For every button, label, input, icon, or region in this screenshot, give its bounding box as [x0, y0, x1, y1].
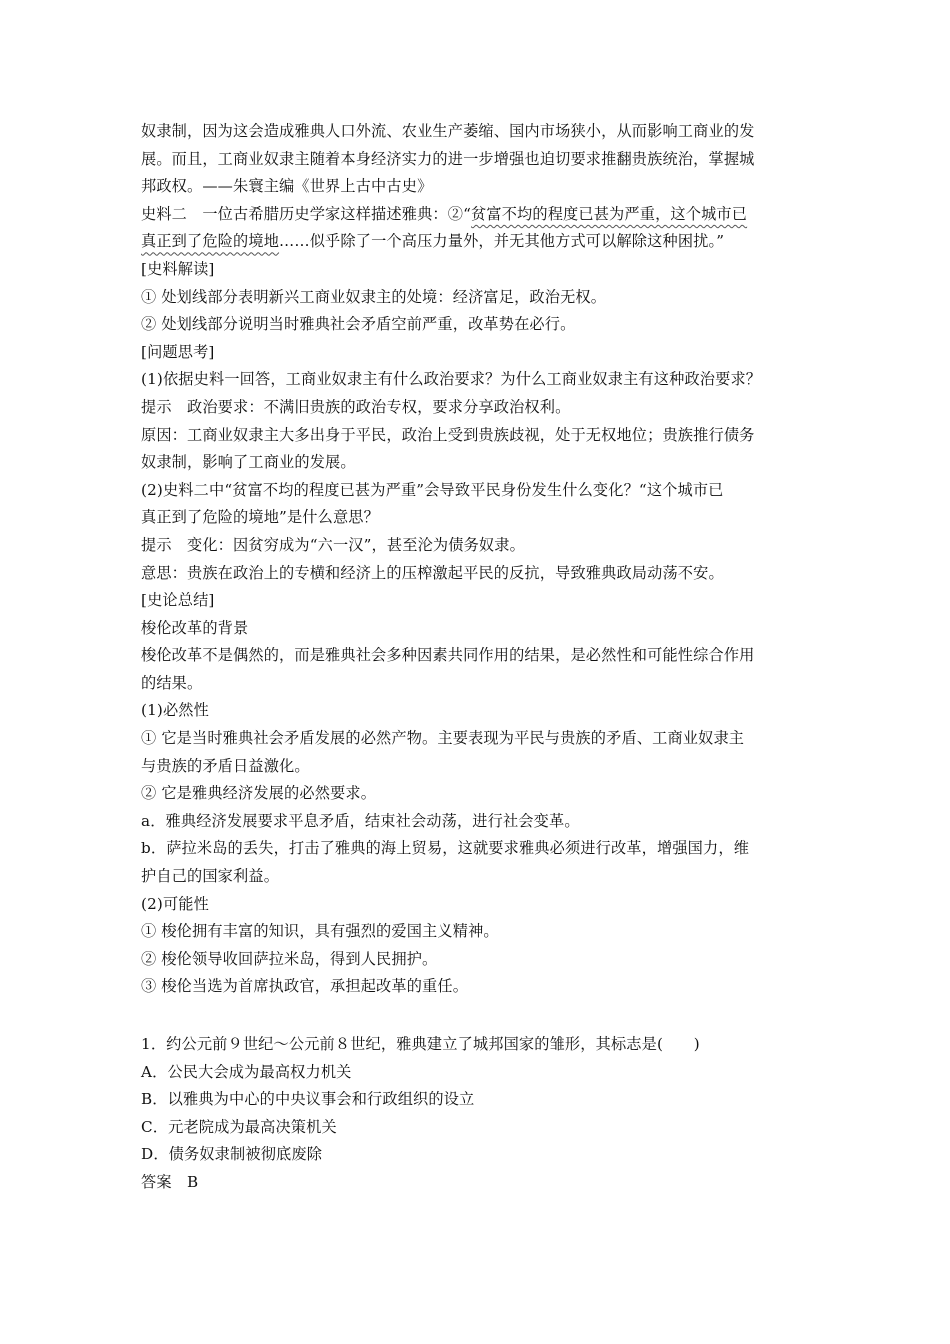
- option-c: C．元老院成为最高决策机关: [141, 1117, 337, 1136]
- text-line: 梭伦改革不是偶然的，而是雅典社会多种因素共同作用的结果，是必然性和可能性综合作用: [141, 646, 755, 665]
- text-line: 奴隶制，影响了工商业的发展。: [141, 453, 356, 472]
- text-line: ② 它是雅典经济发展的必然要求。: [141, 784, 377, 803]
- paragraph-gap: [141, 1001, 813, 1031]
- text-line: 提示 变化：因贫穷成为“六一汉”，甚至沦为债务奴隶。: [141, 535, 525, 554]
- text-line: 与贵族的矛盾日益激化。: [141, 756, 310, 775]
- text-line: (2)可能性: [141, 894, 209, 913]
- source-two-line: [141, 201, 813, 229]
- text-line: b．萨拉米岛的丢失，打击了雅典的海上贸易，这就要求雅典必须进行改革，增强国力，维: [141, 839, 750, 858]
- text-line: 邦政权。——朱寰主编《世界上古中古史》: [141, 177, 433, 196]
- option-a: A．公民大会成为最高权力机关: [141, 1062, 352, 1081]
- text-line: 梭伦改革的背景: [141, 618, 249, 637]
- text-line: ① 处划线部分表明新兴工商业奴隶主的处境：经济富足，政治无权。: [141, 287, 607, 306]
- text-line: (2)史料二中“贫富不均的程度已甚为严重”会导致平民身份发生什么变化？“这个城市已: [141, 480, 724, 499]
- option-b: B．以雅典为中心的中央议事会和行政组织的设立: [141, 1090, 475, 1109]
- wavy-underlined-text: 真正到了危险的境地: [141, 232, 280, 251]
- text-line: ① 梭伦拥有丰富的知识，具有强烈的爱国主义精神。: [141, 922, 499, 941]
- source-two-line: [141, 228, 813, 256]
- source-two-suffix: ……似乎除了一个高压力量外，并无其他方式可以解除这种困扰。”: [279, 232, 725, 251]
- text-line: 提示 政治要求：不满旧贵族的政治专权，要求分享政治权利。: [141, 397, 571, 416]
- source-two-prefix: 史料二 一位古希腊历史学家这样描述雅典：②“: [141, 204, 472, 223]
- text-line: a．雅典经济发展要求平息矛盾，结束社会动荡，进行社会变革。: [141, 811, 580, 830]
- text-line: 展。而且，工商业奴隶主随着本身经济实力的进一步增强也迫切要求推翻贵族统治，掌握城: [141, 149, 755, 168]
- text-line: ② 梭伦领导收回萨拉米岛，得到人民拥护。: [141, 949, 438, 968]
- question-stem: 1．约公元前９世纪～公元前８世纪，雅典建立了城邦国家的雏形，其标志是( ): [141, 1035, 700, 1053]
- text-line: ② 处划线部分说明当时雅典社会矛盾空前严重，改革势在必行。: [141, 315, 576, 334]
- text-line: ③ 梭伦当选为首席执政官，承担起改革的重任。: [141, 977, 469, 996]
- text-line: 真正到了危险的境地”是什么意思？: [141, 508, 379, 527]
- text-line: 的结果。: [141, 673, 203, 692]
- section-heading: [史料解读]: [141, 259, 215, 278]
- option-d: D．债务奴隶制被彻底废除: [141, 1145, 323, 1164]
- text-line: 奴隶制，因为这会造成雅典人口外流、农业生产萎缩、国内市场狭小，从而影响工商业的发: [141, 122, 755, 140]
- text-line: 意思：贵族在政治上的专横和经济上的压榨激起平民的反抗，导致雅典政局动荡不安。: [141, 563, 724, 582]
- text-line: (1)依据史料一回答，工商业奴隶主有什么政治要求？为什么工商业奴隶主有这种政治要求？: [141, 370, 762, 389]
- text-line: ① 它是当时雅典社会矛盾发展的必然产物。主要表现为平民与贵族的矛盾、工商业奴隶主: [141, 729, 745, 748]
- wavy-underlined-text: 贫富不均的程度已甚为严重，这个城市已: [471, 204, 748, 223]
- section-heading: [问题思考]: [141, 342, 215, 361]
- answer-line: 答案 B: [141, 1172, 199, 1191]
- text-line: 原因：工商业奴隶主大多出身于平民，政治上受到贵族歧视，处于无权地位；贵族推行债务: [141, 425, 755, 444]
- section-heading: [史论总结]: [141, 591, 215, 610]
- text-line: 护自己的国家利益。: [141, 867, 280, 886]
- text-line: (1)必然性: [141, 701, 209, 720]
- document-page: [141, 118, 813, 1197]
